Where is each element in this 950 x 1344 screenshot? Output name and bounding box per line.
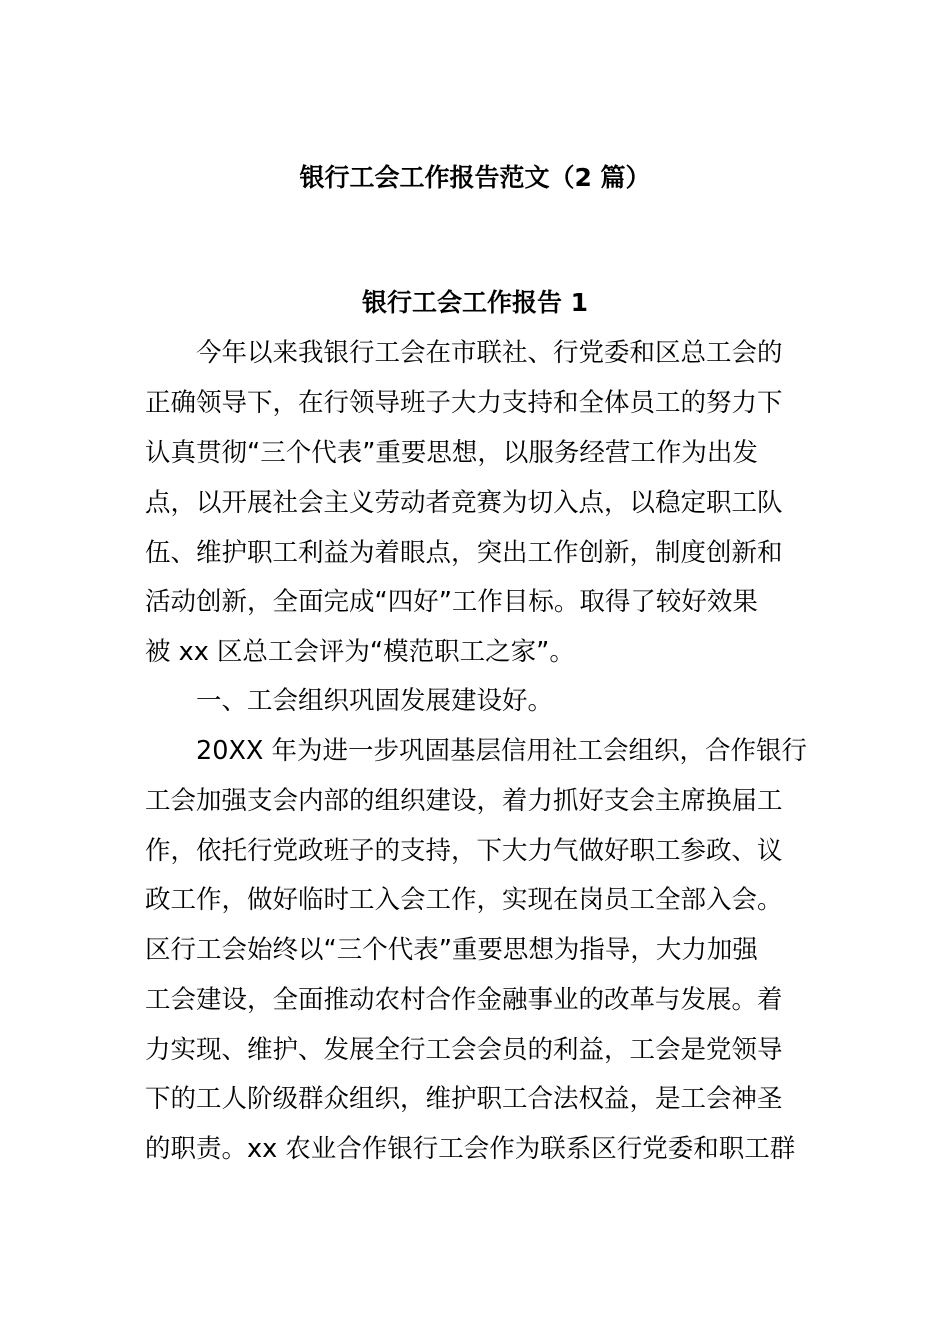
paragraph-line: 点，以开展社会主义劳动者竞赛为切入点，以稳定职工队 xyxy=(145,488,783,518)
document-title: 银行工会工作报告范文（2 篇） xyxy=(299,163,651,192)
paragraph-line: 伍、维护职工利益为着眼点，突出工作创新，制度创新和 xyxy=(145,538,783,568)
paragraph-line: 认真贯彻“三个代表”重要思想，以服务经营工作为出发 xyxy=(145,438,758,468)
paragraph-line: 工会加强支会内部的组织建设，着力抓好支会主席换届工 xyxy=(145,786,783,816)
section-title: 银行工会工作报告 1 xyxy=(361,288,589,317)
section-heading-line: 一、工会组织巩固发展建设好。 xyxy=(196,686,554,716)
paragraph-line: 活动创新，全面完成“四好”工作目标。取得了较好效果 xyxy=(145,587,758,617)
paragraph-line: 被 xx 区总工会评为“模范职工之家”。 xyxy=(145,637,575,667)
paragraph-line: 政工作，做好临时工入会工作，实现在岗员工全部入会。 xyxy=(145,885,783,915)
paragraph-line: 力实现、维护、发展全行工会会员的利益，工会是党领导 xyxy=(145,1035,783,1065)
paragraph-line: 作，依托行党政班子的支持，下大力气做好职工参政、议 xyxy=(145,836,783,866)
paragraph-line: 下的工人阶级群众组织，维护职工合法权益，是工会神圣 xyxy=(145,1084,783,1114)
paragraph-line: 的职责。xx 农业合作银行工会作为联系区行党委和职工群 xyxy=(145,1134,796,1164)
paragraph-line: 工会建设，全面推动农村合作金融事业的改革与发展。着 xyxy=(145,985,783,1015)
paragraph-line: 正确领导下，在行领导班子大力支持和全体员工的努力下 xyxy=(145,388,783,418)
paragraph-line: 区行工会始终以“三个代表”重要思想为指导，大力加强 xyxy=(145,935,758,965)
paragraph-line: 今年以来我银行工会在市联社、行党委和区总工会的 xyxy=(196,338,783,368)
paragraph-line: 20XX 年为进一步巩固基层信用社工会组织，合作银行 xyxy=(196,736,807,766)
